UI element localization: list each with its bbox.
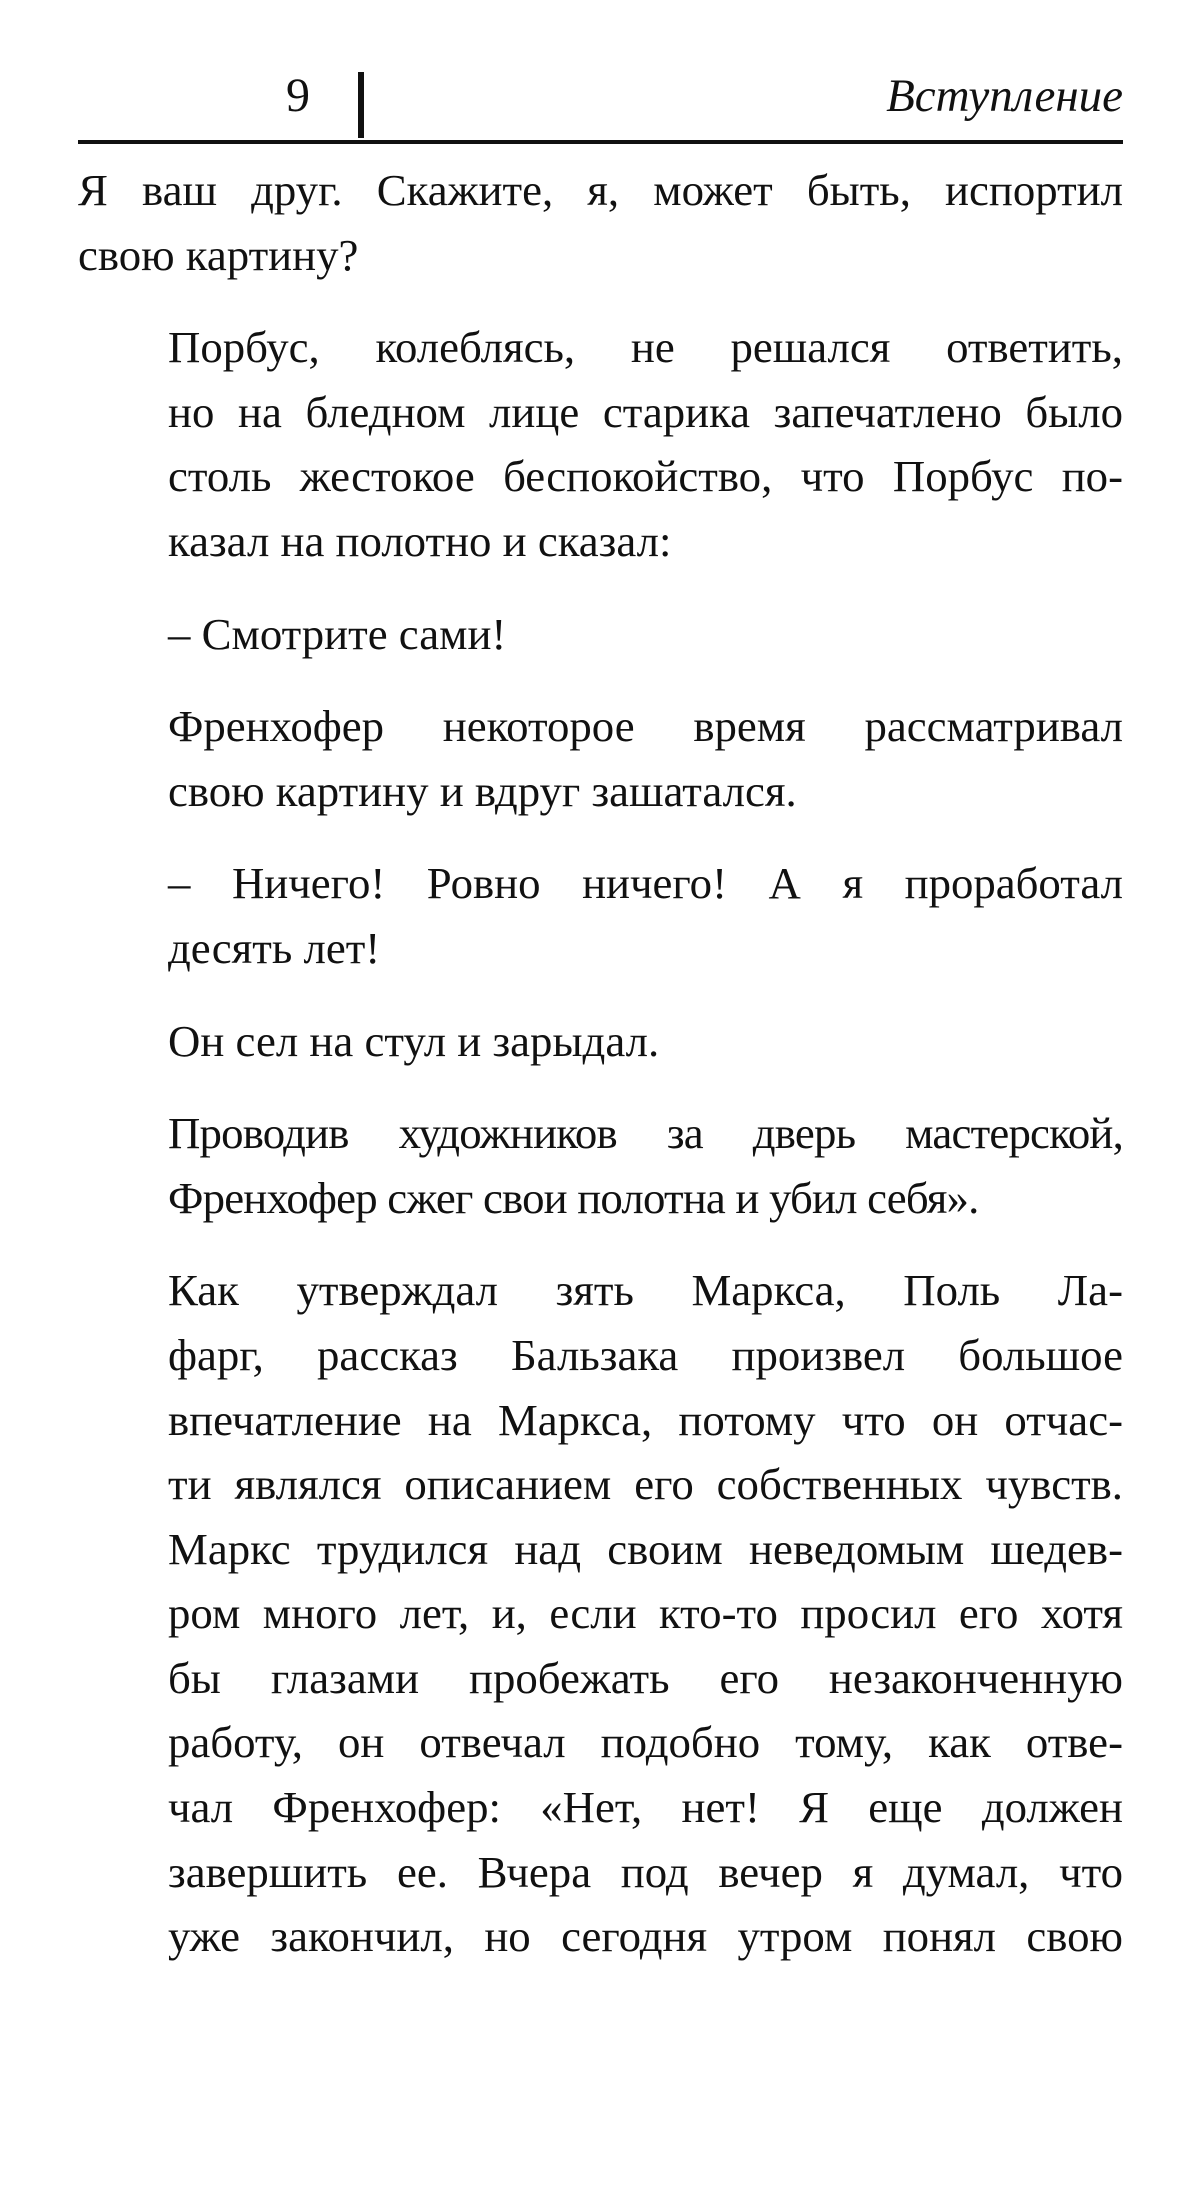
header-divider-bar (358, 72, 364, 138)
text-line: бы глазами пробежать его незаконченную (168, 1652, 1123, 1703)
text-line: работу, он отвечал подобно тому, как отве- (168, 1717, 1123, 1768)
page-header (78, 60, 1123, 144)
paragraph (78, 1101, 1123, 1230)
text-line: впечатление на Маркса, потому что он отчас- (168, 1394, 1123, 1445)
paragraph (78, 315, 1123, 573)
text-line: Он сел на стул и зарыдал. (168, 1015, 660, 1066)
paragraph (78, 1258, 1123, 1969)
text-line: столь жестокое беспокойство, что Порбус по- (168, 451, 1123, 502)
text-line: Френхофер некоторое время рассматривал (168, 701, 1123, 752)
text-line: Я ваш друг. Скажите, я, может быть, испортил (78, 165, 1123, 215)
text-line: Френхофер сжег свои полотна и убил себя». (168, 1172, 979, 1223)
text-line: казал на полотно и сказал: (168, 515, 672, 566)
paragraph (78, 158, 1123, 287)
text-line: но на бледном лице старика запечатлено было (168, 386, 1123, 437)
paragraph (78, 694, 1123, 823)
text-line: – Ничего! Ровно ничего! А я проработал (168, 858, 1123, 909)
text-line: ром много лет, и, если кто-то просил его хотя (168, 1588, 1123, 1639)
page-number: 9 (286, 69, 310, 122)
running-title: Вступление (886, 70, 1123, 122)
text-line: десять лет! (168, 922, 381, 973)
paragraph (78, 1009, 1123, 1074)
text-line: чал Френхофер: «Нет, нет! Я еще должен (168, 1782, 1123, 1833)
text-line: уже закончил, но сегодня утром понял свою (168, 1911, 1123, 1962)
text-line: свою картину и вдруг зашатался. (168, 765, 797, 816)
text-line: Проводив художников за дверь мастерской, (168, 1108, 1123, 1159)
text-line: свою картину? (78, 229, 359, 280)
paragraph (78, 851, 1123, 980)
book-page (78, 60, 1123, 1997)
text-line: Порбус, колеблясь, не решался ответить, (168, 322, 1123, 373)
text-line: – Смотрите сами! (168, 608, 507, 659)
text-line: фарг, рассказ Бальзака произвел большое (168, 1329, 1123, 1380)
text-line: ти являлся описанием его собственных чувств. (168, 1459, 1123, 1510)
paragraph (78, 602, 1123, 667)
text-line: Как утверждал зять Маркса, Поль Ла- (168, 1265, 1123, 1316)
text-line: завершить ее. Вчера под вечер я думал, что (168, 1846, 1123, 1897)
text-line: Маркс трудился над своим неведомым шедев- (168, 1523, 1123, 1574)
body-text (78, 158, 1123, 1969)
